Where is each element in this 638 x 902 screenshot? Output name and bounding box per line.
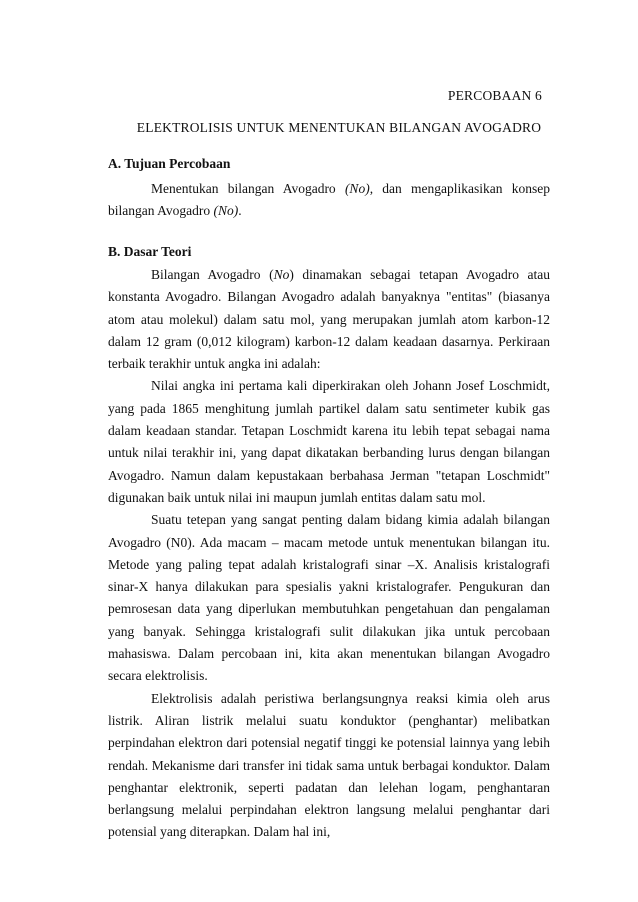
experiment-label: PERCOBAAN 6	[447, 88, 542, 103]
section-theory	[108, 244, 550, 844]
purpose-paragraph	[108, 178, 550, 223]
text-span: Bilangan Avogadro (	[151, 267, 274, 282]
text-span: .	[238, 203, 242, 219]
text-span: ) dinamakan sebagai tetapan Avogadro atau konstanta Avogadro. Bilangan Avogadro adalah banyaknya "entitas" (biasanya atom atau molekul) dalam satu mol, yang merupakan jumlah atom karbon-12 dalam 12 gram (0,012 kilogram) karbon-12 dalam keadaan dasarnya. Perkiraan terbaik terakhir untuk angka ini adalah:	[108, 267, 550, 372]
italic-symbol: (No)	[344, 181, 370, 196]
theory-paragraph-3: Suatu tetepan yang sangat penting dalam bidang kimia adalah bilangan Avogadro (N0). Ada macam – macam metode untuk menentukan bilangan itu. Metode yang paling tepat adalah kristalografi sinar –X. Analisis kristalografi sinar-X hanya dilakukan para spesialis yakni kristalografer. Pengukuran dan pemrosesan data yang diperlukan membutuhkan pengetahuan dan pengalaman yang banyak. Sehingga kristalografi sulit dilakukan jika untuk percobaan mahasiswa. Dalam percobaan ini, kita akan menentukan bilangan Avogadro secara elektrolisis.	[108, 512, 550, 684]
document-title: ELEKTROLISIS UNTUK MENENTUKAN BILANGAN AVOGADRO	[136, 120, 542, 135]
italic-symbol: (No)	[213, 203, 239, 219]
italic-symbol: No	[273, 267, 290, 282]
text-span: , dan mengaplikasikan konsep bilangan Avogadro	[108, 181, 550, 219]
text-span: Menentukan bilangan Avogadro	[151, 181, 345, 196]
theory-paragraph-4: Elektrolisis adalah peristiwa berlangsungnya reaksi kimia oleh arus listrik. Aliran listrik melalui suatu konduktor (penghantar) melibatkan perpindahan elektron dari potensial negatif tinggi ke potensial lainnya yang lebih rendah. Mekanisme dari transfer ini tidak sama untuk berbagai konduktor. Dalam penghantar elektronik, seperti padatan dan lelehan logam, penghantaran berlangsung melalui perpindahan elektron langsung melalui penghantar dari potensial yang diterapkan. Dalam hal ini,	[108, 690, 550, 840]
section-heading-purpose: A. Tujuan Percobaan	[108, 156, 231, 171]
section-heading-theory: B. Dasar Teori	[108, 244, 192, 259]
theory-paragraph-2: Nilai angka ini pertama kali diperkirakan oleh Johann Josef Loschmidt, yang pada 1865 menghitung jumlah partikel dalam satu sentimeter kubik gas dalam keadaan standar. Tetapan Loschmidt karena itu lebih tepat sebagai nama untuk nilai terakhir ini, yang dapat dikatakan berbanding lurus dengan bilangan Avogadro. Namun dalam kepustakaan berbahasa Jerman "tetapan Loschmidt" digunakan baik untuk nilai ini maupun jumlah entitas dalam satu mol.	[108, 378, 550, 505]
section-purpose	[108, 156, 550, 223]
theory-paragraph-1	[108, 264, 550, 375]
